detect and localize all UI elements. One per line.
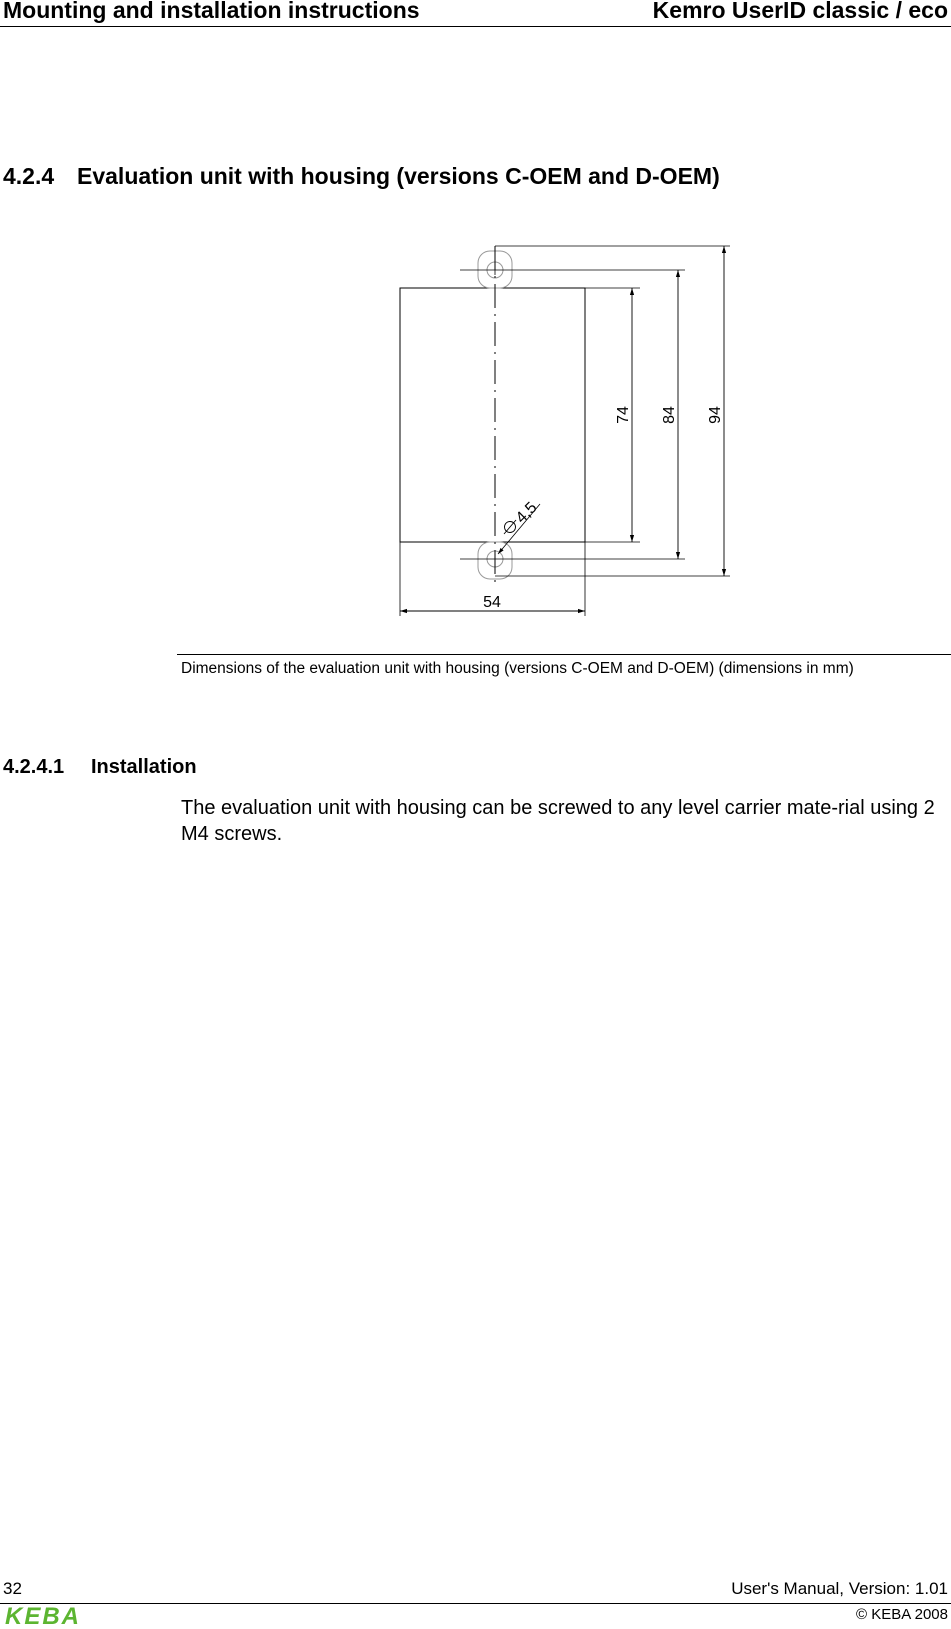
caption-rule (177, 654, 951, 655)
installation-paragraph: The evaluation unit with housing can be screwed to any level carrier mate-rial using 2 M4 screws. (181, 797, 935, 845)
dimension-drawing (380, 238, 730, 618)
dim-label-94: 94 (707, 406, 724, 424)
dim-label-84: 84 (661, 406, 678, 424)
section-title: Evaluation unit with housing (versions C-OEM and D-OEM) (77, 163, 720, 189)
section-heading (3, 163, 720, 190)
keba-logo-text: KEBA (5, 1605, 82, 1627)
dim-label-54: 54 (483, 594, 501, 611)
keba-logo (3, 1605, 123, 1627)
header-left-title: Mounting and installation instructions (3, 0, 420, 23)
subsection-title: Installation (91, 756, 197, 778)
footer-rule (0, 1603, 951, 1604)
housing-body (400, 288, 585, 542)
page-header (0, 0, 951, 27)
copyright: © KEBA 2008 (856, 1606, 948, 1623)
header-right-title: Kemro UserID classic / eco (652, 0, 948, 23)
dim-label-diameter: 4,5 (512, 499, 541, 527)
page-number: 32 (3, 1579, 22, 1598)
subsection-number: 4.2.4.1 (3, 756, 65, 778)
section-number: 4.2.4 (3, 163, 55, 189)
subsection-heading (3, 756, 197, 779)
figure-caption: Dimensions of the evaluation unit with housing (versions C-OEM and D-OEM) (dimensions in mm) (181, 660, 854, 677)
dim-label-74: 74 (615, 406, 632, 424)
manual-version: User's Manual, Version: 1.01 (731, 1579, 948, 1598)
